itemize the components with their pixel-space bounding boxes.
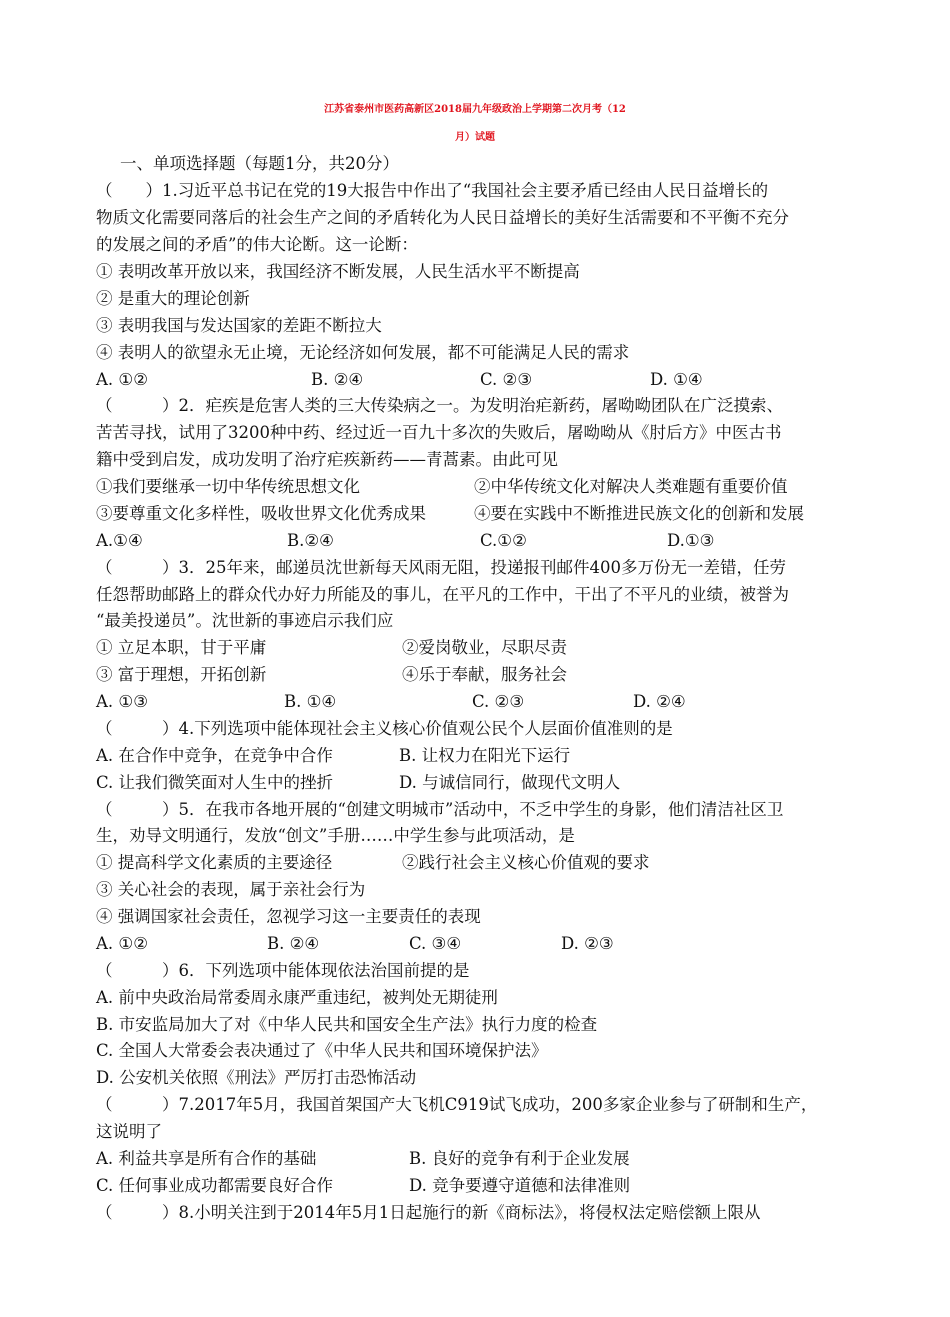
q1-option-d: D. ①④ <box>650 370 703 389</box>
document-title-line-1: 江苏省泰州市医药高新区2018届九年级政治上学期第二次月考（12 <box>324 104 626 115</box>
q3-line-3: “最美投递员”。沈世新的事迹启示我们应 <box>96 611 394 630</box>
q3-statement-2: ②爱岗敬业，尽职尽责 <box>402 638 567 657</box>
q6-option-a: A. 前中央政治局常委周永康严重违纪，被判处无期徒刑 <box>96 988 498 1007</box>
q3-option-a: A. ①③ <box>96 692 148 711</box>
q2-option-c: C.①② <box>480 531 527 550</box>
q8-line-1: （ ）8.小明关注到于2014年5月1日起施行的新《商标法》，将侵权法定赔偿额上限从 <box>96 1203 761 1222</box>
q6-line-1: （ ）6．下列选项中能体现依法治国前提的是 <box>96 961 470 980</box>
q2-option-b: B.②④ <box>287 531 334 550</box>
q3-line-2: 任怨帮助邮路上的群众代办好力所能及的事儿，在平凡的工作中，干出了不平凡的业绩，被誉为 <box>96 585 789 604</box>
q1-statement-4: ④ 表明人的欲望永无止境，无论经济如何发展，都不可能满足人民的需求 <box>96 343 630 362</box>
q7-option-d: D. 竞争要遵守道德和法律准则 <box>409 1176 631 1195</box>
q2-line-1: （ ）2．疟疾是危害人类的三大传染病之一。为发明治疟新药，屠呦呦团队在广泛摸索、 <box>96 396 783 415</box>
q7-option-c: C. 任何事业成功都需要良好合作 <box>96 1176 334 1195</box>
q5-statement-1: ① 提高科学文化素质的主要途径 <box>96 853 333 872</box>
q5-option-a: A. ①② <box>96 934 148 953</box>
q5-option-d: D. ②③ <box>561 934 614 953</box>
q2-line-3: 籍中受到启发，成功发明了治疗疟疾新药——青蒿素。由此可见 <box>96 450 558 469</box>
q1-statement-2: ② 是重大的理论创新 <box>96 289 250 308</box>
q6-option-b: B. 市安监局加大了对《中华人民共和国安全生产法》执行力度的检查 <box>96 1015 598 1034</box>
q1-line-3: 的发展之间的矛盾”的伟大论断。这一论断： <box>96 235 418 254</box>
q2-statement-1: ①我们要继承一切中华传统思想文化 <box>96 477 360 496</box>
q2-option-a: A.①④ <box>96 531 143 550</box>
q1-option-c: C. ②③ <box>480 370 533 389</box>
q1-statement-1: ① 表明改革开放以来，我国经济不断发展，人民生活水平不断提高 <box>96 262 580 281</box>
q4-option-d: D. 与诚信同行，做现代文明人 <box>399 773 621 792</box>
q5-statement-3: ③ 关心社会的表现，属于亲社会行为 <box>96 880 366 899</box>
q5-line-2: 生，劝导文明通行，发放“创文”手册……中学生参与此项活动，是 <box>96 826 575 845</box>
q3-option-c: C. ②③ <box>472 692 525 711</box>
q5-option-c: C. ③④ <box>409 934 462 953</box>
q6-option-c: C. 全国人大常委会表决通过了《中华人民共和国环境保护法》 <box>96 1041 548 1060</box>
q7-line-1: （ ）7.2017年5月，我国首架国产大飞机C919试飞成功，200多家企业参与了研制和生产， <box>96 1095 818 1114</box>
q3-option-d: D. ②④ <box>633 692 686 711</box>
q4-option-c: C. 让我们微笑面对人生中的挫折 <box>96 773 334 792</box>
q1-option-a: A. ①② <box>96 370 148 389</box>
q2-statement-2: ②中华传统文化对解决人类难题有重要价值 <box>474 477 788 496</box>
q5-statement-2: ②践行社会主义核心价值观的要求 <box>402 853 650 872</box>
q2-statement-3: ③要尊重文化多样性，吸收世界文化优秀成果 <box>96 504 426 523</box>
q1-option-b: B. ②④ <box>311 370 364 389</box>
q2-line-2: 苦苦寻找，试用了3200种中药、经过近一百九十多次的失败后，屠呦呦从《肘后方》中医古书 <box>96 423 782 442</box>
q7-option-b: B. 良好的竞争有利于企业发展 <box>409 1149 630 1168</box>
q3-statement-1: ① 立足本职，甘于平庸 <box>96 638 267 657</box>
q4-option-b: B. 让权力在阳光下运行 <box>399 746 571 765</box>
section-heading: 一、单项选择题（每题1分，共20分） <box>120 154 399 173</box>
q1-statement-3: ③ 表明我国与发达国家的差距不断拉大 <box>96 316 382 335</box>
q2-option-d: D.①③ <box>667 531 715 550</box>
q7-line-2: 这说明了 <box>96 1122 162 1141</box>
q4-option-a: A. 在合作中竞争，在竞争中合作 <box>96 746 333 765</box>
q3-line-1: （ ）3．25年来，邮递员沈世新每天风雨无阻，投递报刊邮件400多万份无一差错，任劳 <box>96 558 786 577</box>
q7-option-a: A. 利益共享是所有合作的基础 <box>96 1149 317 1168</box>
q6-option-d: D. 公安机关依照《刑法》严厉打击恐怖活动 <box>96 1068 417 1087</box>
q3-statement-3: ③ 富于理想，开拓创新 <box>96 665 267 684</box>
q3-statement-4: ④乐于奉献，服务社会 <box>402 665 567 684</box>
q1-line-1: （ ）1.习近平总书记在党的19大报告中作出了“我国社会主要矛盾已经由人民日益增长的 <box>96 181 769 200</box>
document-title-line-2: 月）试题 <box>455 132 495 143</box>
q4-line-1: （ ）4.下列选项中能体现社会主义核心价值观公民个人层面价值准则的是 <box>96 719 673 738</box>
q5-line-1: （ ）5．在我市各地开展的“创建文明城市”活动中，不乏中学生的身影，他们清洁社区卫 <box>96 800 784 819</box>
q2-statement-4: ④要在实践中不断推进民族文化的创新和发展 <box>474 504 804 523</box>
q3-option-b: B. ①④ <box>284 692 337 711</box>
q5-option-b: B. ②④ <box>267 934 320 953</box>
q1-line-2: 物质文化需要同落后的社会生产之间的矛盾转化为人民日益增长的美好生活需要和不平衡不充分 <box>96 208 789 227</box>
q5-statement-4: ④ 强调国家社会责任，忽视学习这一主要责任的表现 <box>96 907 481 926</box>
